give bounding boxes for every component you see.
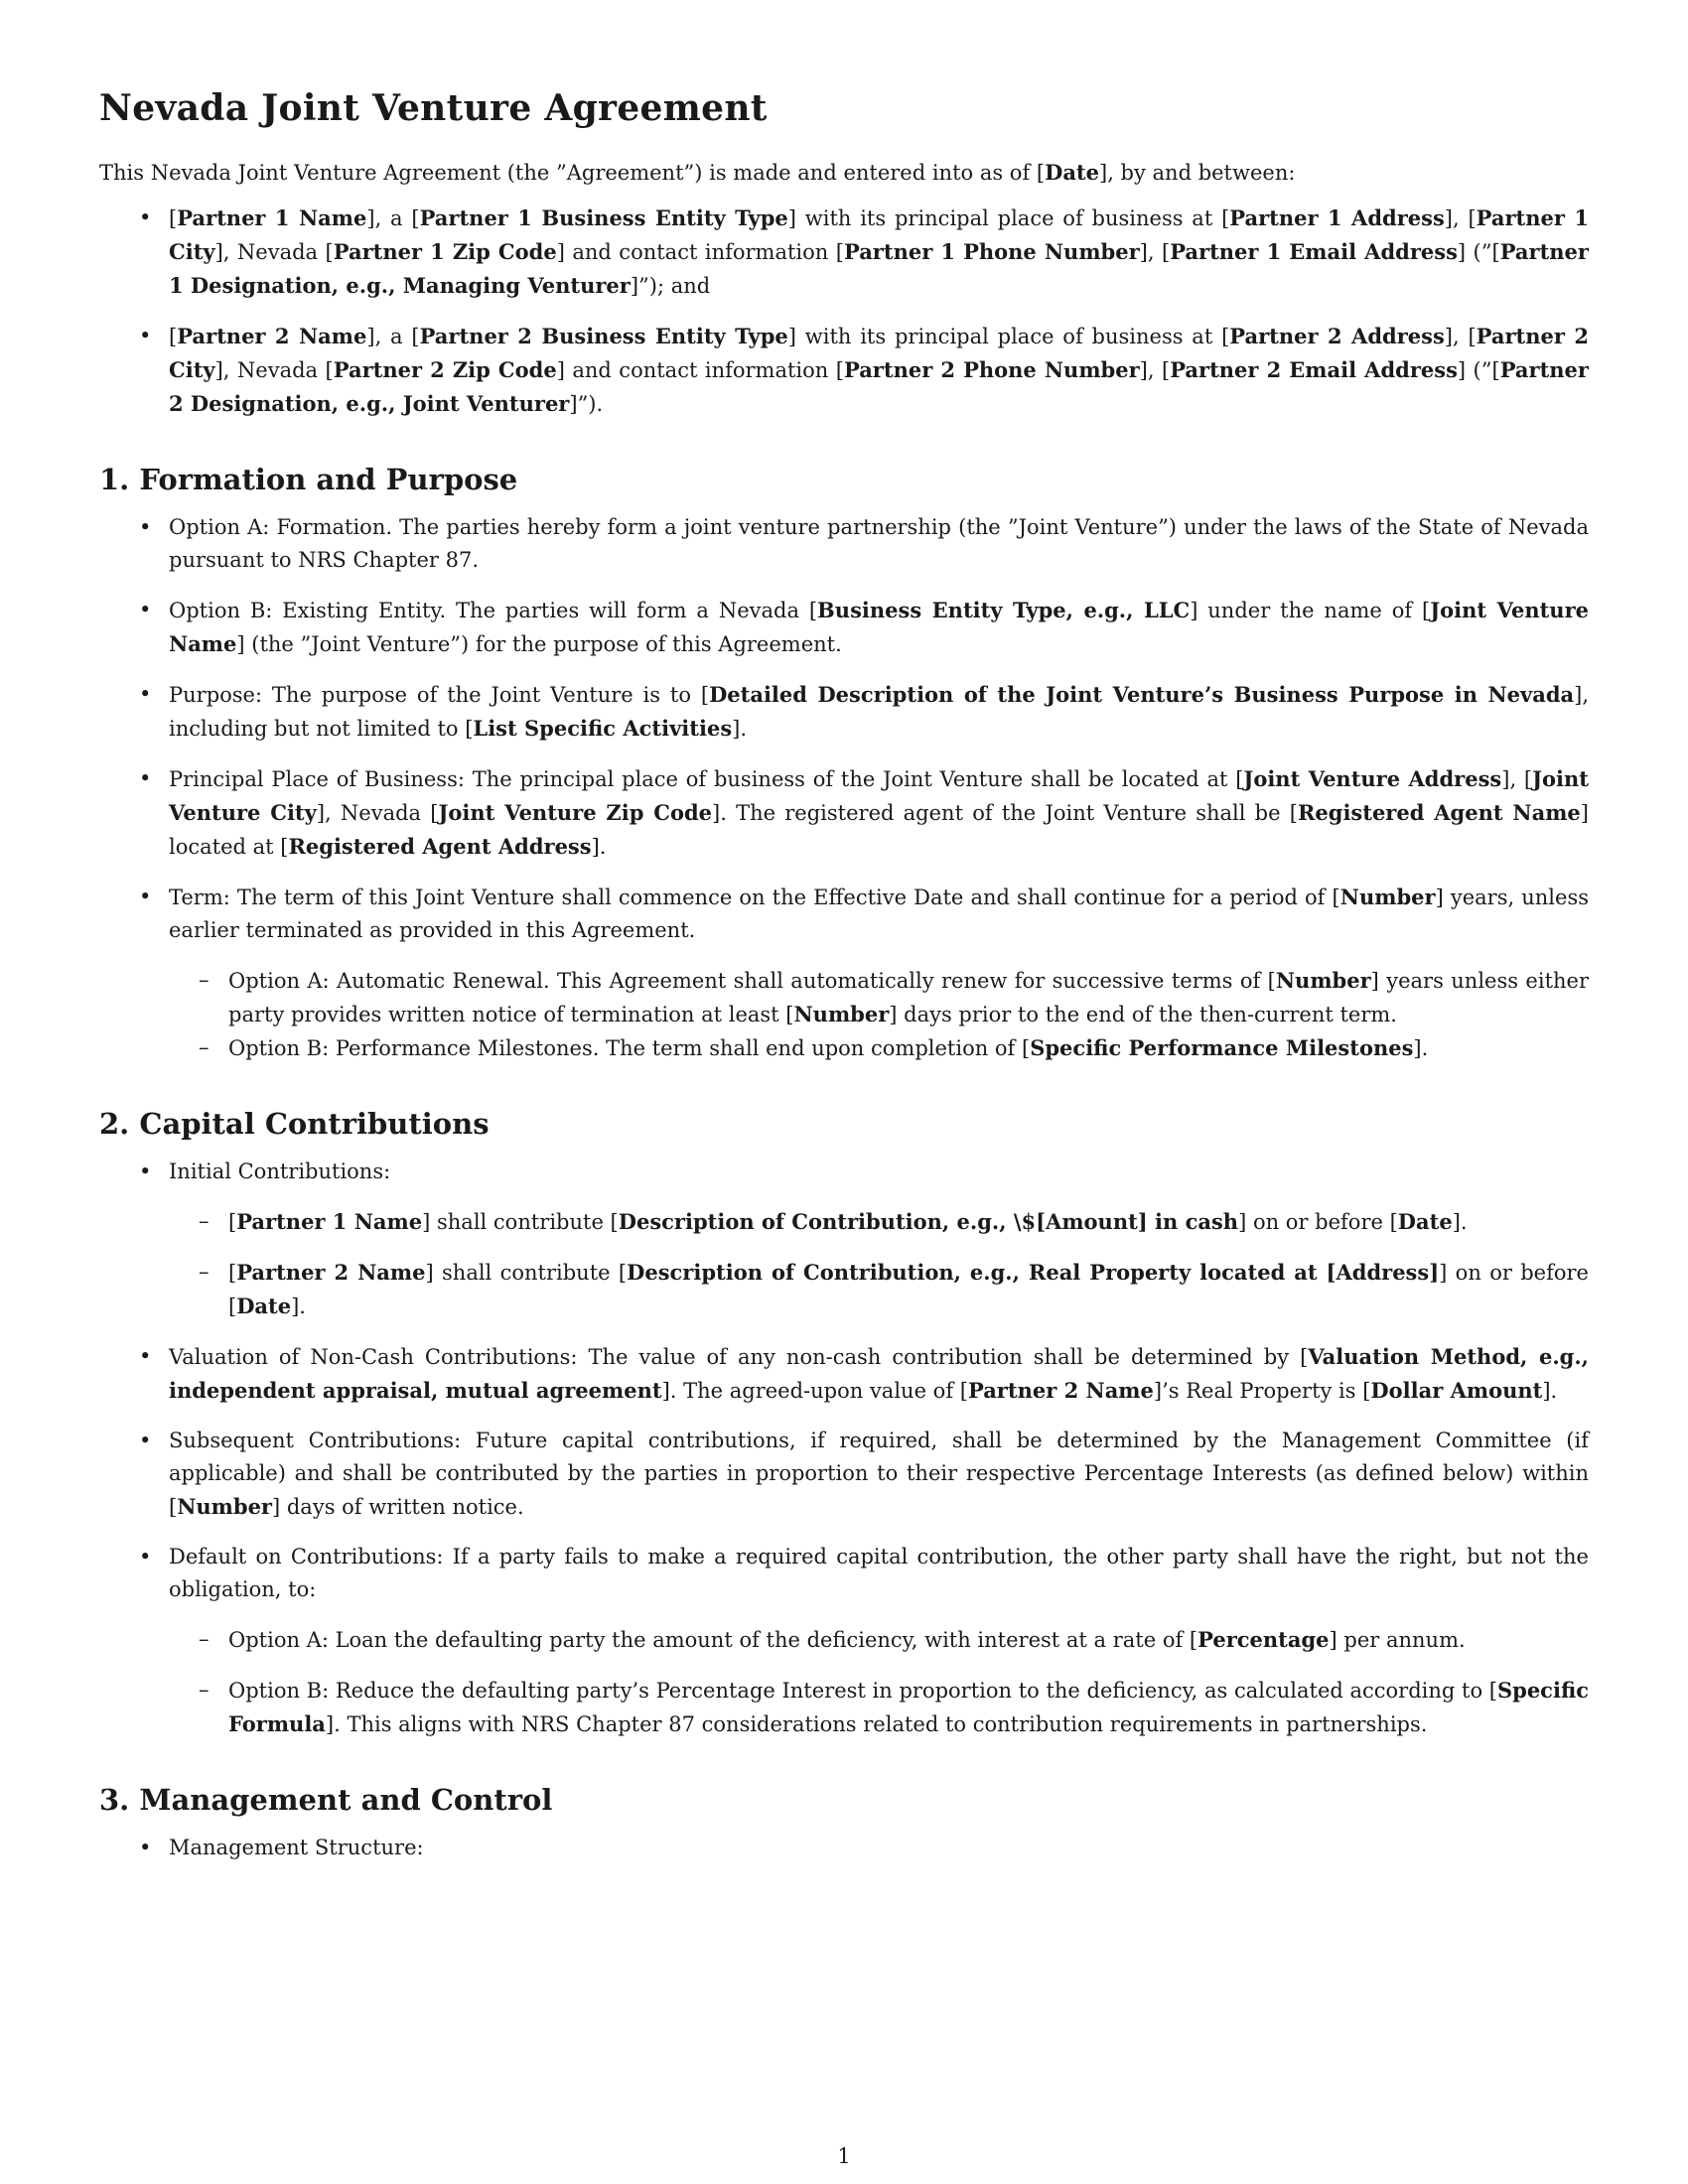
text-run: ], [ (1444, 325, 1477, 349)
text-run: ]. The registered agent of the Joint Venture shall be [ (712, 800, 1298, 825)
section-heading: 3. Management and Control (99, 1782, 553, 1817)
clause-list (99, 1832, 1589, 1864)
text-run: ], Nevada [ (316, 800, 439, 825)
text-run: ]. (1452, 1209, 1468, 1234)
placeholder-field: Partner 2 Business Entity Type (419, 324, 788, 349)
clause-item (99, 1156, 1589, 1323)
placeholder-field: Number (177, 1493, 272, 1519)
text-run: ] with its principal place of business at [ (787, 325, 1230, 349)
clause-text (169, 1160, 390, 1183)
text-run: Option A: Loan the defaulting party the amount of the deficiency, with interest at a rate of [ (228, 1627, 1198, 1652)
text-run: ], a [ (366, 206, 420, 231)
placeholder-field: Partner 1 City (169, 205, 1589, 265)
text-run: Option A: Automatic Renewal. This Agreement shall automatically renew for successive terms of [ (228, 968, 1276, 993)
sub-clause-list (169, 964, 1589, 1065)
text-run: ]. The agreed-upon value of [ (661, 1378, 968, 1403)
placeholder-field: Partner 2 City (169, 324, 1589, 383)
placeholder-field: List Specific Activities (473, 715, 733, 741)
text-run: [ (169, 325, 178, 349)
section (99, 1783, 1589, 1864)
clause-item (99, 594, 1589, 661)
text-run: ], by and between: (1099, 161, 1296, 186)
text-run: [ (228, 1260, 237, 1285)
text-run: ]. (732, 716, 748, 741)
document-title: Nevada Joint Venture Agreement (99, 87, 768, 129)
text-run: [ (228, 1209, 237, 1234)
sub-clause-list (169, 1205, 1589, 1323)
placeholder-field: Partner 1 Name (177, 205, 367, 231)
placeholder-field: Partner 2 Email Address (1170, 357, 1458, 383)
section-heading: 2. Capital Contributions (99, 1106, 490, 1141)
placeholder-field: Partner 2 Name (967, 1377, 1154, 1403)
sub-clause-item (99, 1205, 1589, 1239)
text-run: ]’s Real Property is [ (1153, 1378, 1371, 1403)
placeholder-field: Number (1339, 884, 1436, 909)
text-run: ]. This aligns with NRS Chapter 87 considerations related to contribution requirements in partnerships. (325, 1711, 1428, 1736)
text-run: ] per annum. (1329, 1627, 1466, 1652)
clause-item (99, 881, 1589, 1065)
placeholder-field: Number (1275, 967, 1371, 993)
placeholder-field: Detailed Description of the Joint Venture’s Business Purpose in Nevada (709, 681, 1575, 707)
party-item (99, 320, 1589, 421)
text-run: ] with its principal place of business at [ (787, 206, 1230, 231)
text-run: Valuation of Non-Cash Contributions: The value of any non-cash contribution shall be determined by [ (169, 1344, 1309, 1369)
text-run: ] days prior to the end of the then-current term. (889, 1002, 1397, 1026)
placeholder-field: Joint Venture Zip Code (438, 799, 713, 825)
placeholder-field: Date (1045, 160, 1099, 186)
sub-clause-list (169, 1623, 1589, 1741)
placeholder-field: Joint Venture Address (1243, 765, 1502, 791)
text-run: Option B: Reduce the defaulting party’s Percentage Interest in proportion to the deficiency, as calculated according to [ (228, 1678, 1497, 1703)
placeholder-field: Description of Contribution, e.g., Real Property located at [Address] (627, 1259, 1440, 1285)
text-run: ] and contact information [ (556, 358, 844, 383)
clause-text (169, 683, 1589, 741)
clause-text (169, 767, 1589, 859)
placeholder-field: Registered Agent Address (288, 833, 592, 859)
placeholder-field: Partner 2 Name (177, 324, 367, 349)
placeholder-field: Partner 1 Zip Code (333, 239, 557, 265)
clause-text (169, 1345, 1589, 1403)
text-run: ] located at [ (169, 800, 1589, 859)
text-run: ], Nevada [ (214, 240, 334, 265)
placeholder-field: Date (1397, 1208, 1453, 1234)
text-run: ]. (291, 1294, 306, 1318)
text-run: Initial Contributions: (169, 1159, 391, 1183)
sub-clause-item (99, 1674, 1589, 1741)
placeholder-field: Partner 1 Name (236, 1208, 423, 1234)
placeholder-field: Joint Venture City (169, 765, 1589, 825)
text-run: Term: The term of this Joint Venture shall commence on the Effective Date and shall continue for a period of [ (169, 885, 1340, 909)
text-run: ], including but not limited to [ (169, 682, 1589, 741)
clause-text (169, 1429, 1589, 1519)
sub-clause-item (99, 1256, 1589, 1323)
text-run: [ (169, 206, 178, 231)
text-run: ], [ (1139, 240, 1171, 265)
placeholder-field: Registered Agent Name (1297, 799, 1581, 825)
clause-item (99, 678, 1589, 746)
text-run: ], a [ (366, 325, 420, 349)
text-run: Option B: Existing Entity. The parties will form a Nevada [ (169, 598, 818, 622)
clause-item (99, 1425, 1589, 1524)
text-run: ] years, unless earlier terminated as provided in this Agreement. (169, 885, 1590, 942)
text-run: ] days of written notice. (272, 1494, 524, 1519)
text-run: Option A: Formation. The parties hereby form a joint venture partnership (the ”Joint Venture”) under the laws of the State of Nevada pursuant to NRS Chapter 87. (169, 514, 1589, 572)
text-run: ], [ (1139, 358, 1171, 383)
text-run: Management Structure: (169, 1835, 424, 1859)
section (99, 1107, 1589, 1741)
parties-list (99, 202, 1589, 421)
text-run: Option B: Performance Milestones. The term shall end upon completion of [ (228, 1035, 1031, 1060)
text-run: ] shall contribute [ (425, 1260, 628, 1285)
clause-list (99, 1156, 1589, 1741)
placeholder-field: Joint Venture Name (169, 597, 1589, 656)
clause-item (99, 1832, 1589, 1864)
text-run: ], [ (1501, 766, 1533, 791)
placeholder-field: Percentage (1197, 1626, 1330, 1652)
text-run: ] shall contribute [ (422, 1209, 619, 1234)
placeholder-field: Valuation Method, e.g., independent appraisal, mutual agreement (169, 1343, 1589, 1403)
text-run: Subsequent Contributions: Future capital contributions, if required, shall be determined by the Management Committee (if applicable) and shall be contributed by the parties in proportion to their respective Percentage Interests (as defined below) within [ (169, 1428, 1589, 1519)
text-run: ], [ (1444, 206, 1477, 231)
placeholder-field: Partner 1 Designation, e.g., Managing Venturer (169, 239, 1589, 299)
text-run: ], Nevada [ (214, 358, 334, 383)
text-run: ]”). (569, 392, 604, 417)
text-run: ]”); and (630, 274, 711, 299)
placeholder-field: Partner 2 Address (1229, 324, 1445, 349)
text-run: ] (”[ (1457, 240, 1500, 265)
clause-list (99, 511, 1589, 1065)
clause-item (99, 1541, 1589, 1741)
clause-text (169, 886, 1589, 942)
page-number: 1 (837, 2144, 851, 2168)
placeholder-field: Specific Formula (228, 1677, 1589, 1736)
placeholder-field: Partner 1 Phone Number (843, 239, 1140, 265)
placeholder-field: Business Entity Type, e.g., LLC (817, 597, 1191, 622)
clause-text (169, 515, 1589, 572)
text-run: ]. (1413, 1035, 1429, 1060)
placeholder-field: Partner 1 Address (1229, 205, 1445, 231)
clause-item (99, 511, 1589, 577)
text-run: ] on or before [ (1238, 1209, 1398, 1234)
text-run: ]. (1542, 1378, 1558, 1403)
placeholder-field: Specific Performance Milestones (1030, 1034, 1414, 1060)
placeholder-field: Partner 1 Business Entity Type (419, 205, 788, 231)
section-heading: 1. Formation and Purpose (99, 463, 518, 497)
clause-text (169, 1836, 424, 1859)
text-run: Principal Place of Business: The principal place of business of the Joint Venture shall be located at [ (169, 766, 1244, 791)
sub-clause-item (99, 964, 1589, 1031)
document-body (99, 87, 1589, 1881)
placeholder-field: Partner 2 Designation, e.g., Joint Venturer (169, 357, 1589, 417)
text-run: ] years unless either party provides written notice of termination at least [ (228, 968, 1589, 1026)
clause-item (99, 1340, 1589, 1408)
text-run: This Nevada Joint Venture Agreement (the ”Agreement”) is made and entered into as of [ (99, 161, 1046, 186)
sub-clause-item (99, 1623, 1589, 1657)
placeholder-field: Partner 2 Name (236, 1259, 426, 1285)
placeholder-field: Dollar Amount (1370, 1377, 1543, 1403)
placeholder-field: Date (236, 1293, 292, 1318)
text-run: ]. (591, 834, 607, 859)
text-run: ] on or before [ (228, 1260, 1589, 1318)
placeholder-field: Description of Contribution, e.g., \$[Amount] in cash (618, 1208, 1239, 1234)
sections-container (99, 463, 1589, 1863)
placeholder-field: Partner 2 Zip Code (333, 357, 557, 383)
placeholder-field: Number (793, 1001, 890, 1026)
clause-item (99, 762, 1589, 864)
sub-clause-item (99, 1031, 1589, 1065)
text-run: ] (”[ (1457, 358, 1500, 383)
intro-paragraph (99, 156, 1589, 190)
placeholder-field: Partner 2 Phone Number (843, 357, 1140, 383)
text-run: Purpose: The purpose of the Joint Venture is to [ (169, 682, 710, 707)
placeholder-field: Partner 1 Email Address (1170, 239, 1458, 265)
clause-text (169, 599, 1589, 656)
section (99, 463, 1589, 1065)
text-run: ] (the ”Joint Venture”) for the purpose of this Agreement. (236, 631, 842, 656)
party-item (99, 202, 1589, 303)
text-run: ] and contact information [ (556, 240, 844, 265)
clause-text (169, 1545, 1589, 1601)
text-run: Default on Contributions: If a party fails to make a required capital contribution, the other party shall have the right, but not the obligation, to: (169, 1544, 1589, 1601)
text-run: ] under the name of [ (1190, 598, 1431, 622)
